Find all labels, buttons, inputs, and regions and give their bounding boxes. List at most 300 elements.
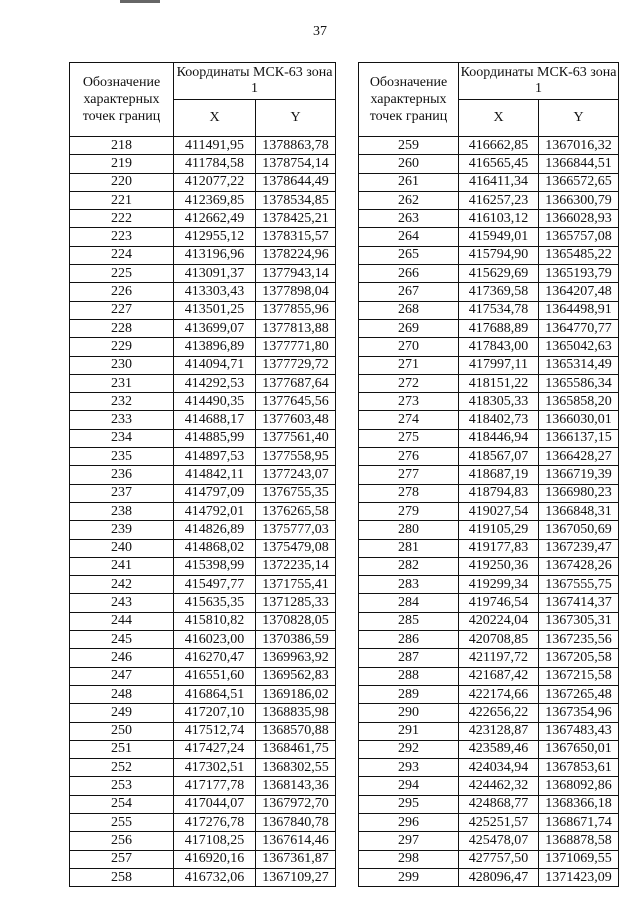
x-coordinate-cell: 417997,11	[459, 356, 539, 374]
x-coordinate-cell: 427757,50	[459, 850, 539, 868]
point-id-cell: 251	[70, 740, 174, 758]
x-coordinate-cell: 415810,82	[174, 612, 256, 630]
x-coordinate-cell: 416732,06	[174, 868, 256, 886]
x-coordinate-cell: 412077,22	[174, 173, 256, 191]
table-row	[359, 502, 619, 520]
x-coordinate-cell: 414885,99	[174, 429, 256, 447]
table-row	[70, 338, 336, 356]
table-row	[70, 667, 336, 685]
header-x: X	[459, 100, 539, 137]
y-coordinate-cell: 1367853,61	[539, 759, 619, 777]
table-row	[359, 393, 619, 411]
point-id-cell: 271	[359, 356, 459, 374]
table-row	[70, 521, 336, 539]
point-id-cell: 232	[70, 393, 174, 411]
y-coordinate-cell: 1365586,34	[539, 374, 619, 392]
point-id-cell: 222	[70, 210, 174, 228]
y-coordinate-cell: 1376755,35	[256, 484, 336, 502]
x-coordinate-cell: 414490,35	[174, 393, 256, 411]
point-id-cell: 290	[359, 704, 459, 722]
y-coordinate-cell: 1364498,91	[539, 301, 619, 319]
point-id-cell: 246	[70, 649, 174, 667]
y-coordinate-cell: 1377558,95	[256, 448, 336, 466]
point-id-cell: 226	[70, 283, 174, 301]
y-coordinate-cell: 1364207,48	[539, 283, 619, 301]
table-row	[70, 484, 336, 502]
y-coordinate-cell: 1368878,58	[539, 832, 619, 850]
table-row	[359, 338, 619, 356]
table-row	[359, 740, 619, 758]
x-coordinate-cell: 417534,78	[459, 301, 539, 319]
point-id-cell: 220	[70, 173, 174, 191]
y-coordinate-cell: 1377771,80	[256, 338, 336, 356]
header-coordinate-system: Координаты МСК-63 зона 1	[459, 63, 619, 100]
table-row	[359, 374, 619, 392]
table-row	[70, 576, 336, 594]
table-row	[359, 356, 619, 374]
point-id-cell: 228	[70, 319, 174, 337]
table-row	[359, 722, 619, 740]
table-row	[70, 795, 336, 813]
point-id-cell: 230	[70, 356, 174, 374]
point-id-cell: 277	[359, 466, 459, 484]
point-id-cell: 265	[359, 246, 459, 264]
x-coordinate-cell: 423128,87	[459, 722, 539, 740]
y-coordinate-cell: 1371069,55	[539, 850, 619, 868]
y-coordinate-cell: 1367050,69	[539, 521, 619, 539]
table-row	[70, 704, 336, 722]
y-coordinate-cell: 1365485,22	[539, 246, 619, 264]
x-coordinate-cell: 419299,34	[459, 576, 539, 594]
y-coordinate-cell: 1365314,49	[539, 356, 619, 374]
table-row	[70, 594, 336, 612]
table-row	[70, 740, 336, 758]
point-id-cell: 224	[70, 246, 174, 264]
y-coordinate-cell: 1377561,40	[256, 429, 336, 447]
point-id-cell: 253	[70, 777, 174, 795]
table-row	[359, 795, 619, 813]
y-coordinate-cell: 1377813,88	[256, 319, 336, 337]
y-coordinate-cell: 1366848,31	[539, 502, 619, 520]
table-row	[70, 265, 336, 283]
y-coordinate-cell: 1368092,86	[539, 777, 619, 795]
point-id-cell: 248	[70, 685, 174, 703]
table-row	[70, 466, 336, 484]
x-coordinate-cell: 419105,29	[459, 521, 539, 539]
table-row	[359, 649, 619, 667]
x-coordinate-cell: 422656,22	[459, 704, 539, 722]
y-coordinate-cell: 1371755,41	[256, 576, 336, 594]
table-row	[359, 667, 619, 685]
y-coordinate-cell: 1365858,20	[539, 393, 619, 411]
y-coordinate-cell: 1378315,57	[256, 228, 336, 246]
x-coordinate-cell: 419746,54	[459, 594, 539, 612]
point-id-cell: 280	[359, 521, 459, 539]
point-id-cell: 264	[359, 228, 459, 246]
y-coordinate-cell: 1378534,85	[256, 191, 336, 209]
table-row	[359, 594, 619, 612]
header-y: Y	[539, 100, 619, 137]
x-coordinate-cell: 417843,00	[459, 338, 539, 356]
y-coordinate-cell: 1367305,31	[539, 612, 619, 630]
y-coordinate-cell: 1366572,65	[539, 173, 619, 191]
table-row	[70, 502, 336, 520]
x-coordinate-cell: 417688,89	[459, 319, 539, 337]
point-id-cell: 238	[70, 502, 174, 520]
y-coordinate-cell: 1367555,75	[539, 576, 619, 594]
y-coordinate-cell: 1367972,70	[256, 795, 336, 813]
y-coordinate-cell: 1376265,58	[256, 502, 336, 520]
point-id-cell: 234	[70, 429, 174, 447]
point-id-cell: 285	[359, 612, 459, 630]
point-id-cell: 266	[359, 265, 459, 283]
point-id-cell: 242	[70, 576, 174, 594]
y-coordinate-cell: 1368570,88	[256, 722, 336, 740]
x-coordinate-cell: 413896,89	[174, 338, 256, 356]
point-id-cell: 291	[359, 722, 459, 740]
table-row	[359, 484, 619, 502]
point-id-cell: 258	[70, 868, 174, 886]
point-id-cell: 299	[359, 868, 459, 886]
table-row	[70, 649, 336, 667]
point-id-cell: 262	[359, 191, 459, 209]
point-id-cell: 241	[70, 557, 174, 575]
x-coordinate-cell: 414797,09	[174, 484, 256, 502]
x-coordinate-cell: 414792,01	[174, 502, 256, 520]
point-id-cell: 259	[359, 137, 459, 155]
x-coordinate-cell: 414292,53	[174, 374, 256, 392]
table-row	[359, 319, 619, 337]
y-coordinate-cell: 1377645,56	[256, 393, 336, 411]
x-coordinate-cell: 418151,22	[459, 374, 539, 392]
point-id-cell: 235	[70, 448, 174, 466]
point-id-cell: 239	[70, 521, 174, 539]
point-id-cell: 295	[359, 795, 459, 813]
x-coordinate-cell: 417427,24	[174, 740, 256, 758]
table-row	[70, 832, 336, 850]
y-coordinate-cell: 1377729,72	[256, 356, 336, 374]
point-id-cell: 272	[359, 374, 459, 392]
x-coordinate-cell: 421687,42	[459, 667, 539, 685]
x-coordinate-cell: 419027,54	[459, 502, 539, 520]
table-row	[70, 228, 336, 246]
y-coordinate-cell: 1377943,14	[256, 265, 336, 283]
point-id-cell: 243	[70, 594, 174, 612]
y-coordinate-cell: 1378224,96	[256, 246, 336, 264]
x-coordinate-cell: 425478,07	[459, 832, 539, 850]
y-coordinate-cell: 1370828,05	[256, 612, 336, 630]
x-coordinate-cell: 417207,10	[174, 704, 256, 722]
header-y: Y	[256, 100, 336, 137]
point-id-cell: 219	[70, 155, 174, 173]
point-id-cell: 231	[70, 374, 174, 392]
y-coordinate-cell: 1368835,98	[256, 704, 336, 722]
point-id-cell: 252	[70, 759, 174, 777]
table-row	[359, 210, 619, 228]
table-row	[70, 411, 336, 429]
table-row	[70, 356, 336, 374]
point-id-cell: 292	[359, 740, 459, 758]
x-coordinate-cell: 414826,89	[174, 521, 256, 539]
y-coordinate-cell: 1366300,79	[539, 191, 619, 209]
y-coordinate-cell: 1367239,47	[539, 539, 619, 557]
x-coordinate-cell: 416662,85	[459, 137, 539, 155]
y-coordinate-cell: 1368143,36	[256, 777, 336, 795]
point-id-cell: 233	[70, 411, 174, 429]
table-row	[70, 210, 336, 228]
x-coordinate-cell: 411491,95	[174, 137, 256, 155]
y-coordinate-cell: 1378644,49	[256, 173, 336, 191]
x-coordinate-cell: 411784,58	[174, 155, 256, 173]
x-coordinate-cell: 420708,85	[459, 631, 539, 649]
coordinates-table-left	[69, 62, 336, 887]
y-coordinate-cell: 1369963,92	[256, 649, 336, 667]
point-id-cell: 296	[359, 813, 459, 831]
x-coordinate-cell: 417369,58	[459, 283, 539, 301]
y-coordinate-cell: 1378425,21	[256, 210, 336, 228]
point-id-cell: 221	[70, 191, 174, 209]
table-row	[359, 759, 619, 777]
table-row	[359, 777, 619, 795]
y-coordinate-cell: 1367361,87	[256, 850, 336, 868]
point-id-cell: 283	[359, 576, 459, 594]
table-row	[70, 393, 336, 411]
table-row	[70, 631, 336, 649]
table-row	[359, 813, 619, 831]
point-id-cell: 287	[359, 649, 459, 667]
y-coordinate-cell: 1367650,01	[539, 740, 619, 758]
x-coordinate-cell: 416920,16	[174, 850, 256, 868]
x-coordinate-cell: 419250,36	[459, 557, 539, 575]
y-coordinate-cell: 1367016,32	[539, 137, 619, 155]
x-coordinate-cell: 412662,49	[174, 210, 256, 228]
point-id-cell: 254	[70, 795, 174, 813]
y-coordinate-cell: 1377603,48	[256, 411, 336, 429]
point-id-cell: 276	[359, 448, 459, 466]
table-row	[70, 777, 336, 795]
y-coordinate-cell: 1370386,59	[256, 631, 336, 649]
y-coordinate-cell: 1377898,04	[256, 283, 336, 301]
table-row	[359, 228, 619, 246]
point-id-cell: 269	[359, 319, 459, 337]
y-coordinate-cell: 1377687,64	[256, 374, 336, 392]
point-id-cell: 289	[359, 685, 459, 703]
point-id-cell: 237	[70, 484, 174, 502]
y-coordinate-cell: 1366719,39	[539, 466, 619, 484]
y-coordinate-cell: 1375777,03	[256, 521, 336, 539]
point-id-cell: 298	[359, 850, 459, 868]
x-coordinate-cell: 421197,72	[459, 649, 539, 667]
y-coordinate-cell: 1365193,79	[539, 265, 619, 283]
x-coordinate-cell: 416565,45	[459, 155, 539, 173]
y-coordinate-cell: 1367235,56	[539, 631, 619, 649]
point-id-cell: 257	[70, 850, 174, 868]
y-coordinate-cell: 1368302,55	[256, 759, 336, 777]
y-coordinate-cell: 1367109,27	[256, 868, 336, 886]
point-id-cell: 297	[359, 832, 459, 850]
point-id-cell: 255	[70, 813, 174, 831]
x-coordinate-cell: 415398,99	[174, 557, 256, 575]
point-id-cell: 267	[359, 283, 459, 301]
table-row	[70, 283, 336, 301]
table-row	[359, 631, 619, 649]
table-row	[70, 612, 336, 630]
point-id-cell: 274	[359, 411, 459, 429]
x-coordinate-cell: 424462,32	[459, 777, 539, 795]
point-id-cell: 247	[70, 667, 174, 685]
x-coordinate-cell: 415635,35	[174, 594, 256, 612]
point-id-cell: 270	[359, 338, 459, 356]
y-coordinate-cell: 1366844,51	[539, 155, 619, 173]
point-id-cell: 240	[70, 539, 174, 557]
x-coordinate-cell: 418446,94	[459, 429, 539, 447]
point-id-cell: 284	[359, 594, 459, 612]
x-coordinate-cell: 415497,77	[174, 576, 256, 594]
table-row	[70, 246, 336, 264]
x-coordinate-cell: 417177,78	[174, 777, 256, 795]
table-row	[359, 868, 619, 886]
y-coordinate-cell: 1367483,43	[539, 722, 619, 740]
table-row	[359, 137, 619, 155]
x-coordinate-cell: 424868,77	[459, 795, 539, 813]
x-coordinate-cell: 424034,94	[459, 759, 539, 777]
table-row	[70, 813, 336, 831]
table-row	[359, 557, 619, 575]
table-row	[70, 155, 336, 173]
point-id-cell: 293	[359, 759, 459, 777]
table-row	[359, 832, 619, 850]
y-coordinate-cell: 1367414,37	[539, 594, 619, 612]
y-coordinate-cell: 1378754,14	[256, 155, 336, 173]
table-row	[359, 612, 619, 630]
y-coordinate-cell: 1378863,78	[256, 137, 336, 155]
table-row	[70, 173, 336, 191]
x-coordinate-cell: 416257,23	[459, 191, 539, 209]
y-coordinate-cell: 1366980,23	[539, 484, 619, 502]
x-coordinate-cell: 414897,53	[174, 448, 256, 466]
point-id-cell: 250	[70, 722, 174, 740]
point-id-cell: 263	[359, 210, 459, 228]
x-coordinate-cell: 423589,46	[459, 740, 539, 758]
point-id-cell: 218	[70, 137, 174, 155]
x-coordinate-cell: 413091,37	[174, 265, 256, 283]
point-id-cell: 261	[359, 173, 459, 191]
scan-mark	[120, 0, 160, 3]
x-coordinate-cell: 416864,51	[174, 685, 256, 703]
y-coordinate-cell: 1375479,08	[256, 539, 336, 557]
table-row	[359, 448, 619, 466]
y-coordinate-cell: 1377243,07	[256, 466, 336, 484]
x-coordinate-cell: 414688,17	[174, 411, 256, 429]
table-row	[70, 301, 336, 319]
table-row	[70, 539, 336, 557]
x-coordinate-cell: 413501,25	[174, 301, 256, 319]
x-coordinate-cell: 419177,83	[459, 539, 539, 557]
point-id-cell: 225	[70, 265, 174, 283]
x-coordinate-cell: 416551,60	[174, 667, 256, 685]
table-row	[359, 301, 619, 319]
header-point-label: Обозначение характерных точек границ	[359, 63, 459, 137]
x-coordinate-cell: 413699,07	[174, 319, 256, 337]
x-coordinate-cell: 416411,34	[459, 173, 539, 191]
header-coordinate-system: Координаты МСК-63 зона 1	[174, 63, 336, 100]
y-coordinate-cell: 1364770,77	[539, 319, 619, 337]
table-row	[359, 265, 619, 283]
point-id-cell: 223	[70, 228, 174, 246]
page-number: 37	[313, 24, 327, 39]
x-coordinate-cell: 417108,25	[174, 832, 256, 850]
point-id-cell: 245	[70, 631, 174, 649]
table-row	[70, 429, 336, 447]
y-coordinate-cell: 1367614,46	[256, 832, 336, 850]
x-coordinate-cell: 413196,96	[174, 246, 256, 264]
point-id-cell: 273	[359, 393, 459, 411]
y-coordinate-cell: 1366028,93	[539, 210, 619, 228]
point-id-cell: 286	[359, 631, 459, 649]
x-coordinate-cell: 417512,74	[174, 722, 256, 740]
point-id-cell: 294	[359, 777, 459, 795]
table-row	[359, 246, 619, 264]
x-coordinate-cell: 416270,47	[174, 649, 256, 667]
table-row	[359, 429, 619, 447]
x-coordinate-cell: 420224,04	[459, 612, 539, 630]
y-coordinate-cell: 1372235,14	[256, 557, 336, 575]
y-coordinate-cell: 1367265,48	[539, 685, 619, 703]
y-coordinate-cell: 1367428,26	[539, 557, 619, 575]
y-coordinate-cell: 1369186,02	[256, 685, 336, 703]
x-coordinate-cell: 414868,02	[174, 539, 256, 557]
x-coordinate-cell: 415629,69	[459, 265, 539, 283]
y-coordinate-cell: 1371423,09	[539, 868, 619, 886]
header-x: X	[174, 100, 256, 137]
x-coordinate-cell: 417276,78	[174, 813, 256, 831]
y-coordinate-cell: 1366030,01	[539, 411, 619, 429]
table-row	[70, 868, 336, 886]
x-coordinate-cell: 418687,19	[459, 466, 539, 484]
table-row	[70, 137, 336, 155]
x-coordinate-cell: 418567,07	[459, 448, 539, 466]
x-coordinate-cell: 417044,07	[174, 795, 256, 813]
point-id-cell: 278	[359, 484, 459, 502]
table-row	[70, 374, 336, 392]
table-row	[70, 448, 336, 466]
coordinates-table-right	[358, 62, 619, 887]
y-coordinate-cell: 1377855,96	[256, 301, 336, 319]
x-coordinate-cell: 418402,73	[459, 411, 539, 429]
x-coordinate-cell: 416103,12	[459, 210, 539, 228]
table-row	[70, 759, 336, 777]
point-id-cell: 275	[359, 429, 459, 447]
table-row	[359, 576, 619, 594]
y-coordinate-cell: 1365757,08	[539, 228, 619, 246]
y-coordinate-cell: 1367354,96	[539, 704, 619, 722]
table-row	[359, 539, 619, 557]
x-coordinate-cell: 415794,90	[459, 246, 539, 264]
x-coordinate-cell: 418794,83	[459, 484, 539, 502]
table-row	[359, 704, 619, 722]
point-id-cell: 244	[70, 612, 174, 630]
y-coordinate-cell: 1368671,74	[539, 813, 619, 831]
x-coordinate-cell: 413303,43	[174, 283, 256, 301]
x-coordinate-cell: 417302,51	[174, 759, 256, 777]
point-id-cell: 282	[359, 557, 459, 575]
table-row	[359, 466, 619, 484]
table-row	[359, 191, 619, 209]
x-coordinate-cell: 425251,57	[459, 813, 539, 831]
y-coordinate-cell: 1366428,27	[539, 448, 619, 466]
header-point-label: Обозначение характерных точек границ	[70, 63, 174, 137]
y-coordinate-cell: 1371285,33	[256, 594, 336, 612]
